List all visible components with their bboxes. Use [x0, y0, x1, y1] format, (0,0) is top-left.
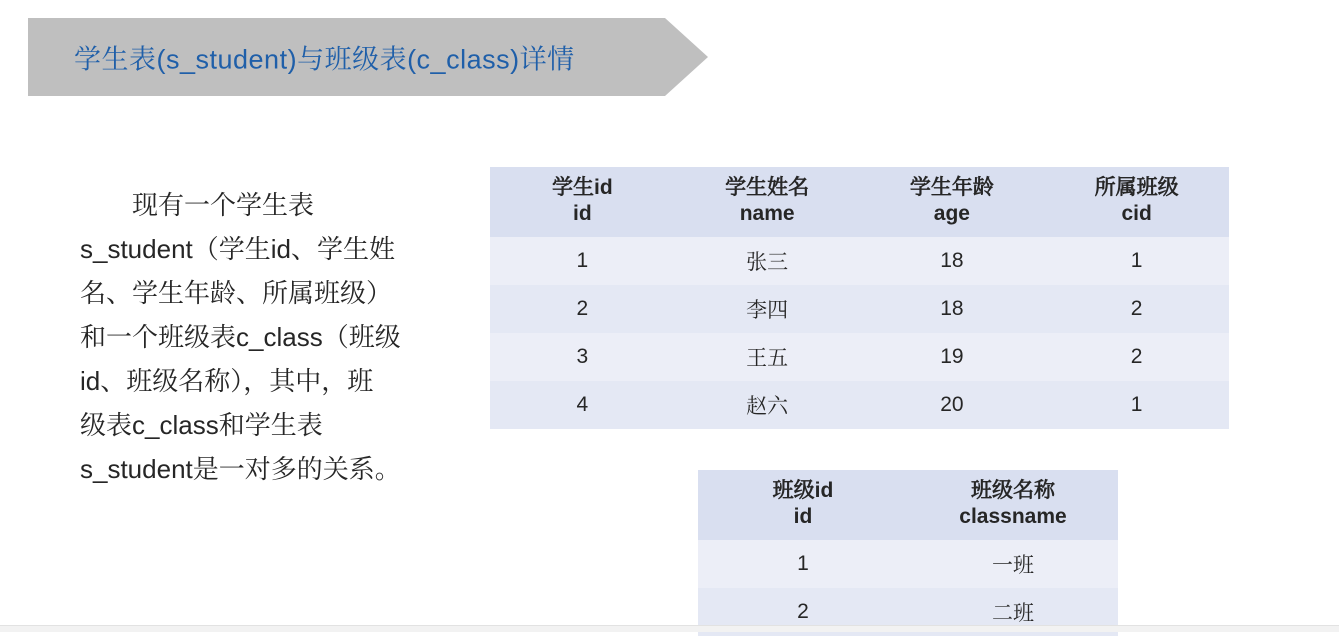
title-banner	[28, 18, 708, 96]
cell-age: 18	[860, 237, 1045, 285]
column-header-class-id: 班级id id	[698, 470, 908, 540]
paragraph-line: s_student是一对多的关系。	[80, 454, 401, 484]
cell-class-name: 二班	[908, 588, 1118, 636]
class-table	[698, 470, 1118, 636]
cell-name: 赵六	[675, 381, 860, 429]
table-row	[490, 333, 1229, 381]
cell-cid: 2	[1044, 285, 1229, 333]
table-header-row	[698, 470, 1118, 540]
cell-cid: 1	[1044, 237, 1229, 285]
column-header-student-name: 学生姓名 name	[675, 167, 860, 237]
page-title: 学生表(s_student)与班级表(c_class)详情	[74, 44, 575, 75]
column-header-student-cid: 所属班级 cid	[1044, 167, 1229, 237]
table-row	[698, 540, 1118, 588]
table-row	[490, 381, 1229, 429]
cell-id: 3	[490, 333, 675, 381]
cell-id: 4	[490, 381, 675, 429]
cell-class-id: 1	[698, 540, 908, 588]
cell-name: 张三	[675, 237, 860, 285]
bottom-divider	[0, 625, 1339, 632]
cell-id: 2	[490, 285, 675, 333]
paragraph-line: 级表c_class和学生表	[80, 410, 323, 440]
paragraph-line: 名、学生年龄、所属班级）	[80, 278, 393, 308]
cell-age: 20	[860, 381, 1045, 429]
paragraph-line: 和一个班级表c_class（班级	[80, 322, 401, 352]
column-header-class-name: 班级名称 classname	[908, 470, 1118, 540]
column-header-student-id: 学生id id	[490, 167, 675, 237]
cell-cid: 1	[1044, 381, 1229, 429]
description-paragraph	[80, 183, 472, 491]
student-table	[490, 167, 1229, 429]
table-row	[490, 237, 1229, 285]
cell-class-id: 2	[698, 588, 908, 636]
table-header-row	[490, 167, 1229, 237]
paragraph-line: id、班级名称），其中，班	[80, 366, 374, 396]
cell-name: 李四	[675, 285, 860, 333]
cell-age: 18	[860, 285, 1045, 333]
column-header-student-age: 学生年龄 age	[860, 167, 1045, 237]
cell-name: 王五	[675, 333, 860, 381]
cell-cid: 2	[1044, 333, 1229, 381]
paragraph-line: s_student（学生id、学生姓	[80, 234, 395, 264]
cell-class-name: 一班	[908, 540, 1118, 588]
cell-id: 1	[490, 237, 675, 285]
paragraph-line: 现有一个学生表	[132, 190, 315, 220]
table-row	[490, 285, 1229, 333]
cell-age: 19	[860, 333, 1045, 381]
